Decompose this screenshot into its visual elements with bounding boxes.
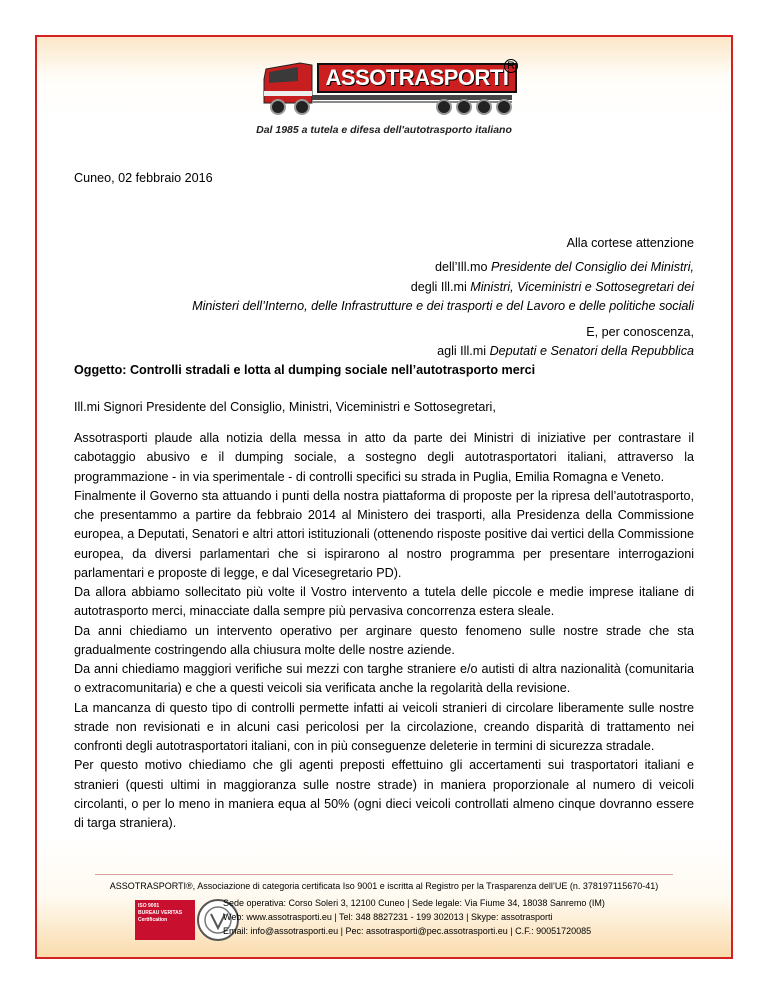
paragraph: La mancanza di questo tipo di controlli permette infatti ai veicoli stranieri di circolare liberamente sulle nostre strade non revisionati e in alcuni casi pericolosi per la circolazione, creando disparità di trattamento nei confronti degli autotrasportatori italiani, con in più conseguenze deleterie in termini di sicurezza stradale. [74, 700, 694, 753]
footer-address: Sede operativa: Corso Soleri 3, 12100 Cuneo | Sede legale: Via Fiume 34, 18038 Sanremo (IM) [223, 898, 605, 908]
brand-banner [317, 63, 517, 93]
recipient-line-1: Alla cortese attenzione [566, 236, 694, 250]
recipient-line-5: E, per conoscenza, [586, 325, 694, 339]
recipient-line-3: degli Ill.mi Ministri, Viceministri e Sottosegretari dei [410, 280, 694, 294]
logo [260, 55, 522, 125]
footer-divider [95, 874, 673, 875]
paragraph: Da allora abbiamo sollecitato più volte il Vostro intervento a tutela delle piccole e medie imprese italiane di autotrasporto merci, minacciate dalla sempre più pervasiva concorrenza estera sleale. [74, 585, 694, 619]
certification-badge: ISO 9001 BUREAU VERITAS Certification [135, 900, 195, 940]
paragraph: Da anni chiediamo maggiori verifiche sui mezzi con targhe straniere e/o autisti di altra nazionalità (comunitaria o extracomunitaria) e che a questi veicoli sia verificata anche la regolarità della revisione. [74, 662, 694, 696]
recipient-line-4: Ministeri dell’Interno, delle Infrastrutture e dei trasporti e del Lavoro e delle politiche sociali [192, 299, 694, 313]
paragraph: Per questo motivo chiediamo che gli agenti preposti effettuino gli accertamenti sui trasportatori italiani e stranieri (questi ultimi in maggioranza sulle nostre strade) in maniera proporzionale al numero di veicoli circolanti, o per lo meno in maniera equa al 50% (ogni dieci veicoli controllati almeno cinque dovranno essere di targa straniera). [74, 758, 694, 830]
footer-contacts: Web: www.assotrasporti.eu | Tel: 348 8827231 - 199 302013 | Skype: assotrasporti [223, 912, 553, 922]
paragraph: Da anni chiediamo un intervento operativo per arginare questo fenomeno sulle nostre strade che sta gradualmente costringendo alla chiusura molte delle nostre aziende. [74, 623, 694, 657]
recipient-line-6: agli Ill.mi Deputati e Senatori della Repubblica [437, 344, 694, 358]
recipient-line-2: dell’Ill.mo Presidente del Consiglio dei Ministri, [435, 260, 694, 274]
footer-email: Email: info@assotrasporti.eu | Pec: assotrasporti@pec.assotrasporti.eu | C.F.: 90051720085 [223, 926, 592, 936]
salutation: Ill.mi Signori Presidente del Consiglio, Ministri, Viceministri e Sottosegretari, [74, 400, 496, 414]
footer-main: ASSOTRASPORTI®, Associazione di categoria certificata Iso 9001 e iscritta al Registro per la Trasparenza dell’UE (n. 378197115670-41) [109, 881, 659, 891]
tagline: Dal 1985 a tutela e difesa dell'autotrasporto italiano [256, 124, 512, 136]
paragraph: Finalmente il Governo sta attuando i punti della nostra piattaforma di proposte per la ripresa dell’autotrasporto, che presentammo a partire da febbraio 2014 al Ministero dei trasporti, alla Presidenza della Commissione europea, a Deputati, Senatori e altri attori istituzionali (ottenendo risposte positive dai vertici della Commissione europea, da diversi parlamentari che si ispirarono al nostro programma per presentare interrogazioni parlamentari e proposte di legge, e dal Vicesegretario PD). [74, 488, 694, 580]
place-date: Cuneo, 02 febbraio 2016 [74, 171, 213, 185]
brand-name: ASSOTRASPORTI [325, 65, 509, 90]
subject: Oggetto: Controlli stradali e lotta al dumping sociale nell’autotrasporto merci [74, 363, 536, 377]
paragraph: Assotrasporti plaude alla notizia della messa in atto da parte dei Ministri di iniziative per contrastare il cabotaggio abusivo e il dumping sociale, a sostegno degli autotrasportatori italiani, attraverso la programmazione - in via sperimentale - di controlli specifici su strada in Puglia, Emilia Romagna e Veneto. [74, 431, 694, 484]
letter-body [74, 429, 694, 833]
registered-mark: R [504, 59, 518, 73]
